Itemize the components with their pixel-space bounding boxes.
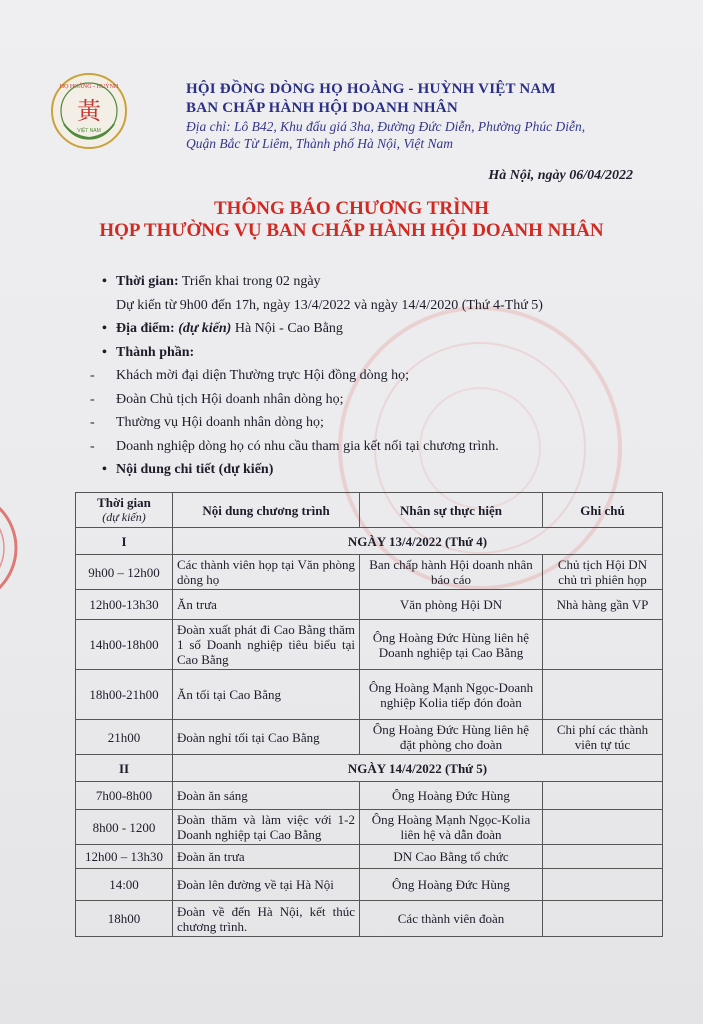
time-detail: Dự kiến từ 9h00 đến 17h, ngày 13/4/2022 và ngày 14/4/2020 (Thứ 4-Thứ 5) — [116, 297, 543, 313]
schedule-table — [75, 492, 663, 937]
header-note: Ghi chú — [543, 493, 663, 528]
day2-title: NGÀY 14/4/2022 (Thứ 5) — [173, 755, 663, 782]
meeting-info — [90, 270, 662, 482]
bullet-icon: • — [102, 321, 107, 336]
table-row: 18h00-21h00 Ăn tối tại Cao Bằng Ông Hoàng Mạnh Ngọc-Doanh nghiệp Kolia tiếp đón đoàn — [76, 670, 663, 720]
day2-roman: II — [76, 755, 173, 782]
table-row: 18h00 Đoàn về đến Hà Nội, kết thúc chương trình. Các thành viên đoàn — [76, 901, 663, 937]
member-item: - Khách mời đại diện Thường trực Hội đồng dòng họ; — [90, 368, 409, 383]
table-row: 21h00 Đoàn nghỉ tối tại Cao Bằng Ông Hoàng Đức Hùng liên hệ đặt phòng cho đoàn Chi phí các thành viên tự túc — [76, 720, 663, 755]
table-row: 8h00 - 1200 Đoàn thăm và làm việc với 1-2 Doanh nghiệp tại Cao Bằng Ông Hoàng Mạnh Ngọc-Kolia liên hệ và dẫn đoàn — [76, 810, 663, 845]
place-value: Hà Nội - Cao Bằng — [231, 321, 343, 336]
detail-row — [102, 458, 662, 482]
header-staff: Nhân sự thực hiện — [360, 493, 543, 528]
time-value: Triển khai trong 02 ngày — [178, 274, 321, 289]
table-row: 12h00 – 13h30 Đoàn ăn trưa DN Cao Bằng tổ chức — [76, 845, 663, 869]
place-row — [102, 317, 662, 341]
day1-row — [76, 528, 663, 555]
members-row — [102, 341, 662, 365]
day2-row — [76, 755, 663, 782]
logo-bottom-text: VIỆT NAM — [77, 128, 101, 134]
place-label: Địa điểm: — [116, 321, 175, 336]
table-row: 12h00-13h30 Ăn trưa Văn phòng Hội DN Nhà hàng gần VP — [76, 590, 663, 620]
document-subtitle: HỌP THƯỜNG VỤ BAN CHẤP HÀNH HỘI DOANH NHÂN — [99, 220, 604, 241]
side-seal-fragment — [0, 488, 20, 608]
bullet-icon: • — [102, 462, 107, 477]
member-item: - Đoàn Chủ tịch Hội doanh nhân dòng họ; — [90, 391, 344, 407]
clan-logo — [50, 72, 128, 150]
document-title: THÔNG BÁO CHƯƠNG TRÌNH — [214, 198, 489, 219]
table-header-row — [76, 493, 663, 528]
member-item: - Thường vụ Hội doanh nhân dòng họ; — [90, 415, 324, 430]
table-row: 14:00 Đoàn lên đường về tại Hà Nội Ông Hoàng Đức Hùng — [76, 869, 663, 901]
organization-header — [186, 80, 585, 152]
header-time: Thời gian (dự kiến) — [76, 493, 173, 528]
header-content: Nội dung chương trình — [173, 493, 360, 528]
logo-top-text: HỌ HOÀNG - HUỲNH — [59, 84, 119, 90]
org-address-line1: Địa chỉ: Lô B42, Khu đấu giá 3ha, Đường Đức Diễn, Phường Phúc Diễn, — [186, 119, 586, 134]
org-address-line2: Quận Bắc Từ Liêm, Thành phố Hà Nội, Việt Nam — [186, 136, 453, 151]
table-row: 7h00-8h00 Đoàn ăn sáng Ông Hoàng Đức Hùng — [76, 782, 663, 810]
bullet-icon: • — [102, 274, 107, 289]
org-board-name: BAN CHẤP HÀNH HỘI DOANH NHÂN — [186, 100, 458, 116]
table-row: 9h00 – 12h00 Các thành viên họp tại Văn phòng dòng họ Ban chấp hành Hội doanh nhân báo cáo Chủ tịch Hội DN chủ trì phiên họp — [76, 555, 663, 590]
document-date: Hà Nội, ngày 06/04/2022 — [488, 168, 633, 183]
org-council-name: HỘI ĐỒNG DÒNG HỌ HOÀNG - HUỲNH VIỆT NAM — [186, 81, 556, 97]
members-label: Thành phần: — [116, 344, 195, 360]
table-row: 14h00-18h00 Đoàn xuất phát đi Cao Bằng thăm 1 số Doanh nghiệp tiêu biểu tại Cao Bằng Ông Hoàng Đức Hùng liên hệ Doanh nghiệp tại Cao Bằng — [76, 620, 663, 670]
day1-roman: I — [76, 528, 173, 555]
time-label: Thời gian: — [116, 274, 179, 289]
logo-character: 黃 — [77, 97, 101, 125]
bullet-icon: • — [102, 344, 107, 360]
member-item: - Doanh nghiệp dòng họ có nhu cầu tham gia kết nối tại chương trình. — [90, 438, 499, 454]
day1-title: NGÀY 13/4/2022 (Thứ 4) — [173, 528, 663, 555]
time-row — [102, 270, 662, 294]
detail-label: Nội dung chi tiết (dự kiến) — [116, 462, 274, 477]
place-note: (dự kiến) — [174, 321, 232, 336]
